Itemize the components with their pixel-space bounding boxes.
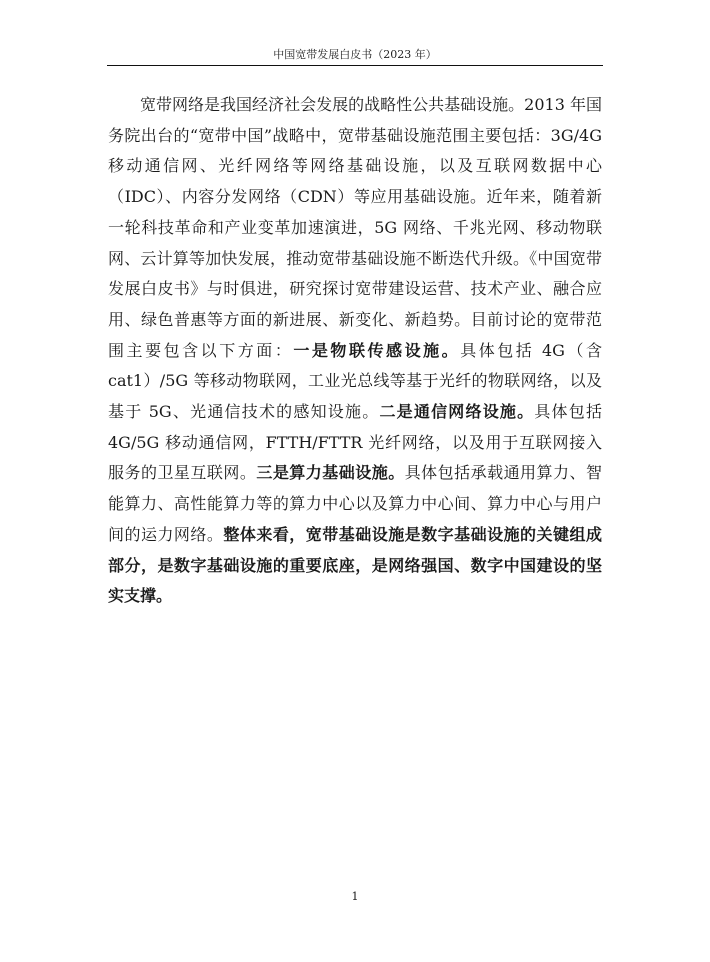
paragraph-text-2: 具体包括 4G（含 cat1）/5G 等移动物联网，工业光总线等基于光纤的物联网络，以及基于 5G、光通信技术的感知设施。	[108, 340, 602, 422]
bold-item-compute: 三是算力基础设施。	[256, 463, 405, 483]
paragraph-text-4: 具体包括承载通用算力、智能算力、高性能算力等的算力中心以及算力中心间、算力中心与用户间的运力网络。	[108, 463, 602, 544]
bold-item-iot: 一是物联传感设施。	[293, 340, 461, 360]
running-header: 中国宽带发展白皮书（2023 年）	[273, 48, 437, 61]
bold-conclusion: 整体来看，宽带基础设施是数字基础设施的关键组成部分，是数字基础设施的重要底座，是网络强国、数字中国建设的坚实支撑。	[108, 524, 602, 606]
paragraph-text-1: 宽带网络是我国经济社会发展的战略性公共基础设施。2013 年国务院出台的“宽带中国”战略中，宽带基础设施范围主要包括：3G/4G 移动通信网、光纤网络等网络基础设施，以及互联网数据中心（IDC）、内容分发网络（CDN）等应用基础设施。近年来，随着新一轮科技革命和产业变革加速演进，5G 网络、千兆光网、移动物联网、云计算等加快发展，推动宽带基础设施不断迭代升级。《中国宽带发展白皮书》与时俱进，研究探讨宽带建设运营、技术产业、融合应用、绿色普惠等方面的新进展、新变化、新趋势。目前讨论的宽带范围主要包含以下方面：	[108, 95, 602, 360]
main-paragraph	[108, 90, 602, 612]
header-divider	[107, 65, 603, 66]
bold-item-network: 二是通信网络设施。	[379, 402, 535, 422]
page-number: 1	[351, 890, 359, 903]
paragraph-text-3: 具体包括 4G/5G 移动通信网，FTTH/FTTR 光纤网络，以及用于互联网接入服务的卫星互联网。	[108, 402, 602, 483]
